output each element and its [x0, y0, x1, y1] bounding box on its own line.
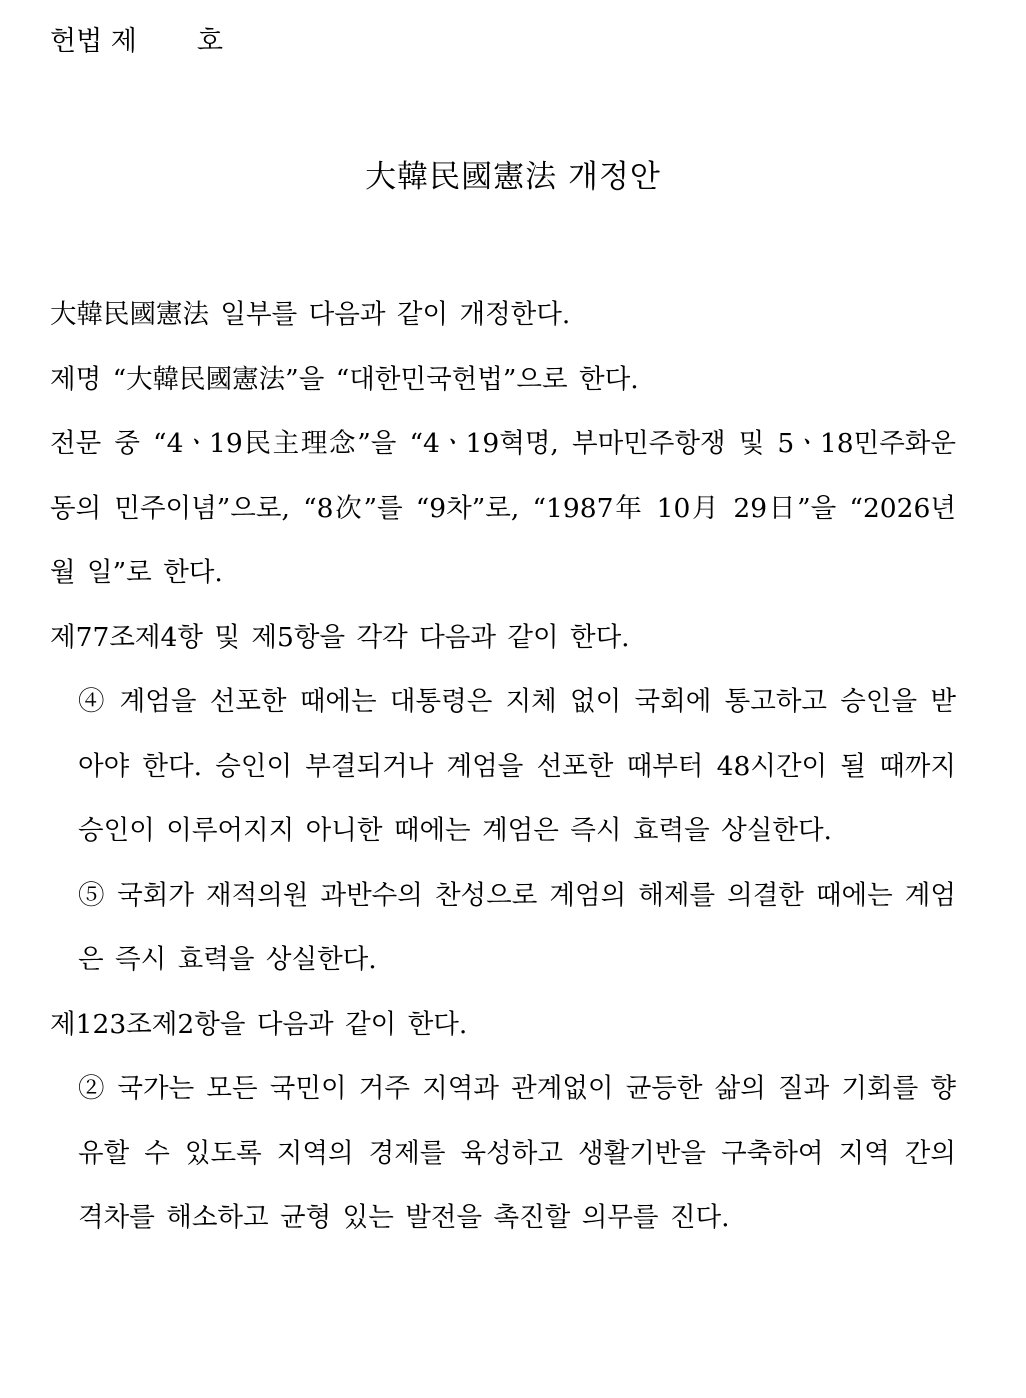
paragraph-article-77-clause-5: ⑤ 국회가 재적의원 과반수의 찬성으로 계엄의 해제를 의결한 때에는 계엄은 즉시 효력을 상실한다.	[78, 879, 956, 975]
bill-number-line: 헌법 제 호	[50, 26, 223, 57]
paragraph-article-77-clause-4: ④ 계엄을 선포한 때에는 대통령은 지체 없이 국회에 통고하고 승인을 받아야 한다. 승인이 부결되거나 계엄을 선포한 때부터 48시간이 될 때까지 승인이 이루어지지 아니한 때에는 계엄은 즉시 효력을 상실한다.	[78, 686, 956, 846]
paragraph-article-123-clause-2: ② 국가는 모든 국민이 거주 지역과 관계없이 균등한 삶의 질과 기회를 향유할 수 있도록 지역의 경제를 육성하고 생활기반을 구축하여 지역 간의 격차를 해소하고 균형 있는 발전을 촉진할 의무를 진다.	[78, 1073, 956, 1233]
document-body	[50, 283, 956, 1251]
paragraph-title-change: 제명 “大韓民國憲法”을 “대한민국헌법”으로 한다.	[50, 363, 639, 395]
paragraph-article-123-heading: 제123조제2항을 다음과 같이 한다.	[50, 1008, 468, 1040]
paragraph-article-77-heading: 제77조제4항 및 제5항을 각각 다음과 같이 한다.	[50, 621, 630, 653]
paragraph-intro: 大韓民國憲法 일부를 다음과 같이 개정한다.	[50, 299, 571, 330]
document-title: 大韓民國憲法 개정안	[365, 159, 661, 195]
paragraph-preamble-change: 전문 중 “4ㆍ19民主理念”을 “4ㆍ19혁명, 부마민주항쟁 및 5ㆍ18민주화운동의 민주이념”으로, “8次”를 “9차”로, “1987年 10月 29日”을 “2026년 월 일”로 한다.	[50, 428, 956, 588]
